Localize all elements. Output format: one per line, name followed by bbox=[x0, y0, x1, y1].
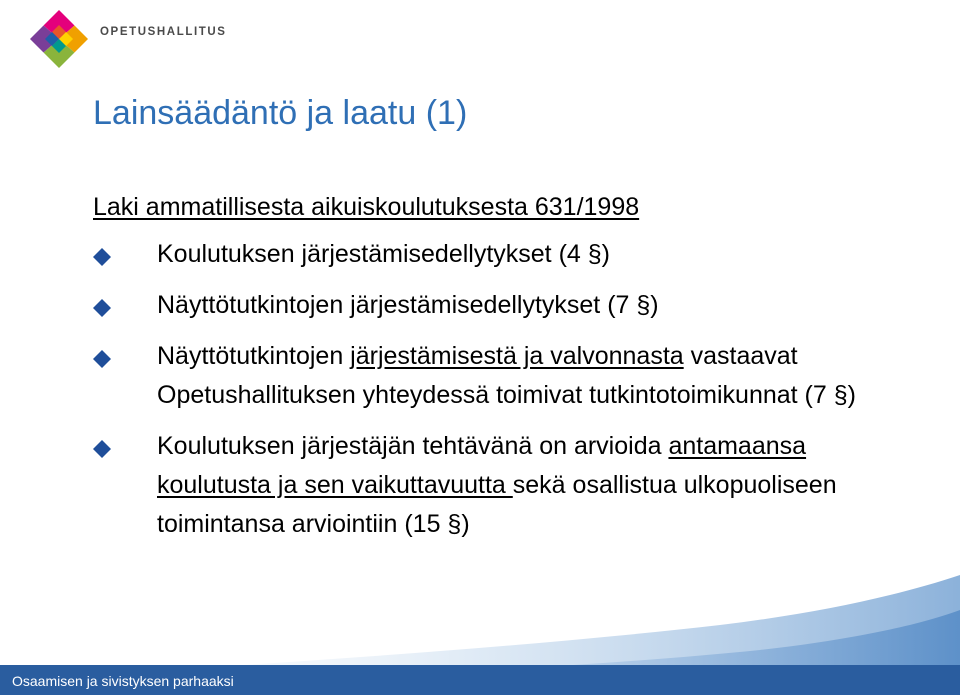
bullet-text-underlined: antamaansa koulutusta ja sen vaikuttavuutta bbox=[157, 432, 807, 499]
bullet-list bbox=[93, 235, 883, 556]
diamond-bullet-icon bbox=[93, 350, 111, 368]
opetushallitus-logo-icon bbox=[28, 8, 90, 70]
diamond-bullet-icon bbox=[93, 440, 111, 458]
bullet-text-post: vastaavat Opetushallituksen yhteydessä toimivat tutkintotoimikunnat (7 §) bbox=[157, 342, 856, 409]
bullet-text-pre: Näyttötutkintojen bbox=[157, 342, 351, 370]
page-title: Lainsäädäntö ja laatu (1) bbox=[93, 94, 468, 132]
bullet-item bbox=[93, 235, 883, 274]
diamond-bullet-icon bbox=[93, 248, 111, 266]
law-subtitle: Laki ammatillisesta aikuiskoulutuksesta 631/1998 bbox=[93, 193, 640, 221]
bullet-text-underlined: järjestämisestä ja valvonnasta bbox=[350, 342, 684, 370]
bullet-item bbox=[93, 427, 883, 544]
bullet-text-pre: Koulutuksen järjestäjän tehtävänä on arvioida bbox=[157, 432, 669, 460]
bullet-text-post: sekä osallistua ulkopuoliseen toimintansa arviointiin (15 §) bbox=[157, 471, 837, 538]
diamond-bullet-icon bbox=[93, 299, 111, 317]
logo-text: OPETUSHALLITUS bbox=[100, 26, 227, 38]
bullet-text: Koulutuksen järjestämisedellytykset (4 §) bbox=[157, 240, 610, 268]
bullet-text: Näyttötutkintojen järjestämisedellytykset (7 §) bbox=[157, 291, 659, 319]
bullet-item bbox=[93, 286, 883, 325]
bullet-item bbox=[93, 337, 883, 415]
footer-slogan: Osaamisen ja sivistyksen parhaaksi bbox=[12, 673, 234, 689]
